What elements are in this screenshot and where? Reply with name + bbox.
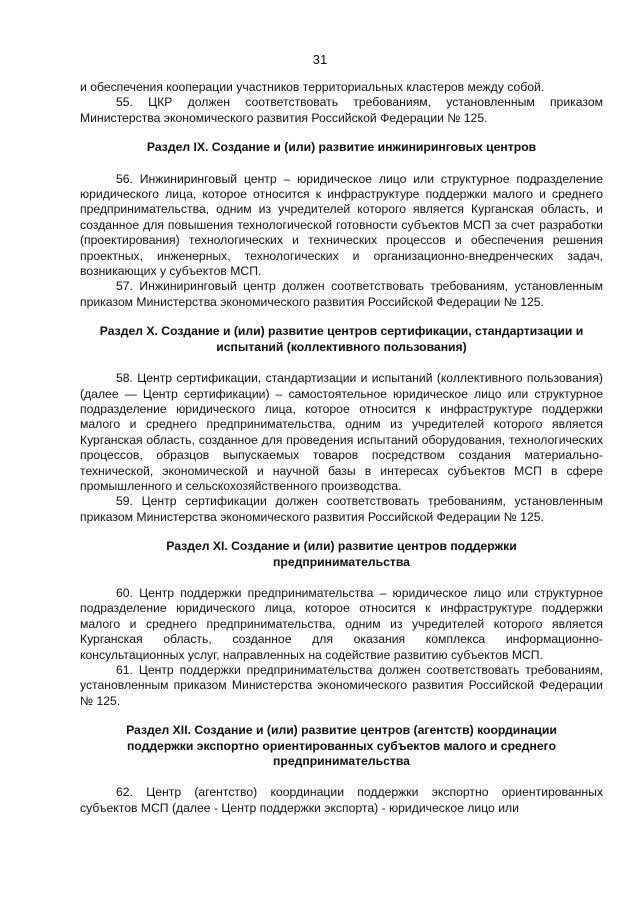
paragraph-56: 56. Инжиниринговый центр – юридическое лицо или структурное подразделение юридического лица, которое относится к инфраструктуре поддержки малого и среднего предпринимательства, одним из учредителей которого является Курганская область, и созданное для повышения технологической готовности субъектов МСП за счет разработки (проектирования) технологических и технических процессов и обеспечения решения проектных, инженерных, технологических и организационно-внедренческих задач, возникающих у субъектов МСП. — [80, 171, 603, 279]
paragraph-continuation: и обеспечения кооперации участников территориальных кластеров между собой. — [80, 80, 545, 94]
section-heading-xii: Раздел XII. Создание и (или) развитие центров (агентств) координации поддержки экспортно ориентированных субъектов малого и среднего предпринимательства — [126, 723, 557, 769]
paragraph-61: 61. Центр поддержки предпринимательства должен соответствовать требованиям, установленным приказом Министерства экономического развития Российской Федерации № 125. — [80, 663, 603, 708]
paragraph-55: 55. ЦКР должен соответствовать требованиям, установленным приказом Министерства экономического развития Российской Федерации № 125. — [80, 95, 603, 125]
section-heading-x: Раздел X. Создание и (или) развитие центров сертификации, стандартизации и испытаний (коллективного пользования) — [99, 324, 584, 354]
paragraph-59: 59. Центр сертификации должен соответствовать требованиям, установленным приказом Министерства экономического развития Российской Федерации № 125. — [80, 494, 603, 524]
paragraph-60: 60. Центр поддержки предпринимательства – юридическое лицо или структурное подразделение юридического лица, которое относится к инфраструктуре поддержки малого и среднего предпринимательства, одним из учредителей которого является Курганская область, созданное для оказания комплекса информационно-консультационных услуг, направленных на содействие развитию субъектов МСП. — [80, 585, 603, 662]
paragraph-58: 58. Центр сертификации, стандартизации и испытаний (коллективного пользования) (далее — Центр сертификации) – самостоятельное юридическое лицо или структурное подразделение юридического лица, которое относится к инфраструктуре поддержки малого и среднего предпринимательства, одним из учредителей которого является Курганская область, созданное для проведения испытаний оборудования, технологических процессов, образцов выпускаемых товаров посредством создания материально-технической, экономической и научной базы в интересах субъектов МСП в сфере промышленного и сельскохозяйственного производства. — [80, 371, 603, 493]
section-heading-xi: Раздел XI. Создание и (или) развитие центров поддержки предпринимательства — [166, 539, 517, 569]
page-number: 31 — [312, 52, 328, 67]
paragraph-57: 57. Инжиниринговый центр должен соответствовать требованиям, установленным приказом Министерства экономического развития Российской Федерации № 125. — [80, 279, 603, 309]
section-heading-ix: Раздел IX. Создание и (или) развитие инжиниринговых центров — [146, 140, 537, 155]
paragraph-62: 62. Центр (агентство) координации поддержки экспортно ориентированных субъектов МСП (далее - Центр поддержки экспорта) - юридическое лицо или — [80, 785, 603, 815]
document-body — [80, 80, 603, 816]
